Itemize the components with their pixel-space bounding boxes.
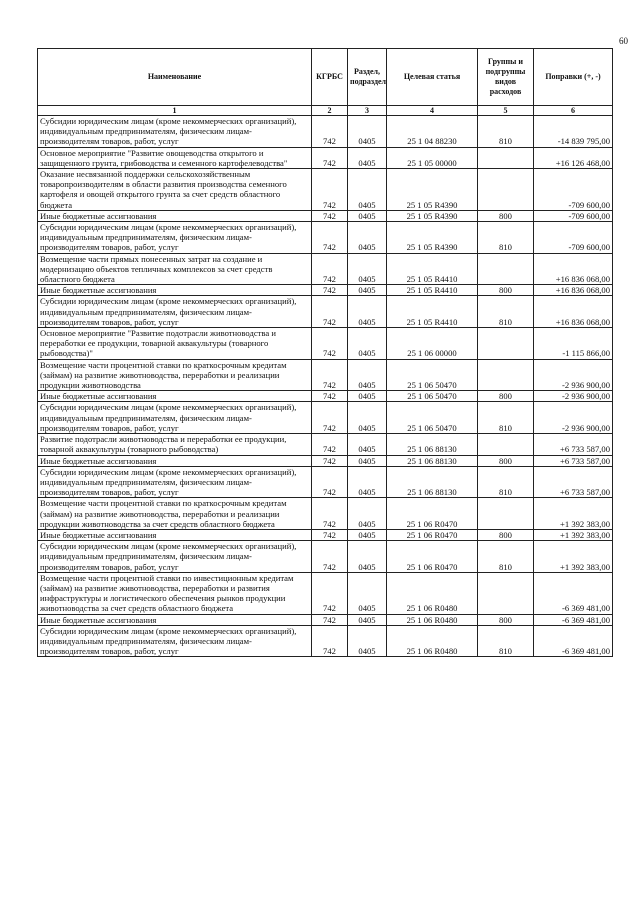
row-section: 0405 xyxy=(348,466,387,498)
row-name: Субсидии юридическим лицам (кроме некоммерческих организаций), индивидуальным предпринимателям, физическим лицам-производителям товаров, работ, услуг xyxy=(38,222,312,254)
row-target-article: 25 1 06 88130 xyxy=(387,466,478,498)
row-kgrbs: 742 xyxy=(312,466,348,498)
row-target-article: 25 1 06 R0470 xyxy=(387,541,478,573)
row-expense-group: 800 xyxy=(478,210,534,221)
row-target-article: 25 1 05 R4390 xyxy=(387,222,478,254)
row-expense-group xyxy=(478,359,534,391)
row-section: 0405 xyxy=(348,614,387,625)
table-row xyxy=(38,466,613,498)
table-row xyxy=(38,498,613,530)
row-name: Иные бюджетные ассигнования xyxy=(38,529,312,540)
table-row xyxy=(38,434,613,455)
row-target-article: 25 1 05 00000 xyxy=(387,147,478,168)
row-amount: -709 600,00 xyxy=(534,169,613,211)
row-target-article: 25 1 04 88230 xyxy=(387,116,478,148)
row-expense-group xyxy=(478,169,534,211)
table-row xyxy=(38,210,613,221)
row-section: 0405 xyxy=(348,402,387,434)
column-number: 4 xyxy=(387,106,478,116)
row-name: Возмещение части процентной ставки по краткосрочным кредитам (займам) на развитие животноводства, переработки и реализации продукции животноводства за счет средств областного бюджета xyxy=(38,498,312,530)
row-kgrbs: 742 xyxy=(312,285,348,296)
column-number: 3 xyxy=(348,106,387,116)
row-amount: +6 733 587,00 xyxy=(534,466,613,498)
row-expense-group xyxy=(478,572,534,614)
table-row xyxy=(38,328,613,360)
column-number: 2 xyxy=(312,106,348,116)
row-amount: -14 839 795,00 xyxy=(534,116,613,148)
row-section: 0405 xyxy=(348,455,387,466)
row-kgrbs: 742 xyxy=(312,359,348,391)
row-kgrbs: 742 xyxy=(312,614,348,625)
column-number: 1 xyxy=(38,106,312,116)
row-target-article: 25 1 06 R0480 xyxy=(387,625,478,657)
row-amount: -1 115 866,00 xyxy=(534,328,613,360)
row-kgrbs: 742 xyxy=(312,402,348,434)
row-target-article: 25 1 06 R0480 xyxy=(387,572,478,614)
table-row xyxy=(38,285,613,296)
table-body xyxy=(38,116,613,657)
row-expense-group xyxy=(478,434,534,455)
row-kgrbs: 742 xyxy=(312,116,348,148)
row-amount: +6 733 587,00 xyxy=(534,434,613,455)
row-section: 0405 xyxy=(348,253,387,285)
row-section: 0405 xyxy=(348,529,387,540)
table-row xyxy=(38,116,613,148)
row-amount: -6 369 481,00 xyxy=(534,625,613,657)
row-section: 0405 xyxy=(348,572,387,614)
row-section: 0405 xyxy=(348,116,387,148)
row-section: 0405 xyxy=(348,210,387,221)
row-expense-group: 800 xyxy=(478,391,534,402)
row-name: Субсидии юридическим лицам (кроме некоммерческих организаций), индивидуальным предпринимателям, физическим лицам-производителям товаров, работ, услуг xyxy=(38,625,312,657)
row-kgrbs: 742 xyxy=(312,572,348,614)
row-section: 0405 xyxy=(348,391,387,402)
row-expense-group xyxy=(478,147,534,168)
row-expense-group: 810 xyxy=(478,116,534,148)
row-amount: -6 369 481,00 xyxy=(534,572,613,614)
row-kgrbs: 742 xyxy=(312,498,348,530)
row-target-article: 25 1 06 R0470 xyxy=(387,529,478,540)
row-section: 0405 xyxy=(348,147,387,168)
row-amount: +16 836 068,00 xyxy=(534,296,613,328)
budget-amendments-table xyxy=(37,48,613,657)
row-kgrbs: 742 xyxy=(312,147,348,168)
row-kgrbs: 742 xyxy=(312,541,348,573)
row-target-article: 25 1 06 R0470 xyxy=(387,498,478,530)
row-expense-group: 800 xyxy=(478,455,534,466)
row-expense-group xyxy=(478,253,534,285)
table-row xyxy=(38,614,613,625)
column-header-target: Целевая статья xyxy=(387,49,478,106)
row-name: Оказание несвязанной поддержки сельскохозяйственным товаропроизводителям в области развития производства семенного картофеля и овощей открытого грунта за счет средств областного бюджета xyxy=(38,169,312,211)
row-name: Основное мероприятие "Развитие овощеводства открытого и защищенного грунта, грибоводства и семенного картофелеводства" xyxy=(38,147,312,168)
column-header-group: Группы и подгруппы видов расходов xyxy=(478,49,534,106)
row-section: 0405 xyxy=(348,328,387,360)
row-section: 0405 xyxy=(348,434,387,455)
row-section: 0405 xyxy=(348,296,387,328)
row-amount: +16 836 068,00 xyxy=(534,253,613,285)
row-target-article: 25 1 06 50470 xyxy=(387,391,478,402)
row-name: Иные бюджетные ассигнования xyxy=(38,285,312,296)
row-amount: -2 936 900,00 xyxy=(534,402,613,434)
row-name: Возмещение части процентной ставки по краткосрочным кредитам (займам) на развитие животноводства, переработки и реализации продукции животноводства xyxy=(38,359,312,391)
row-expense-group: 800 xyxy=(478,614,534,625)
row-expense-group: 800 xyxy=(478,285,534,296)
row-kgrbs: 742 xyxy=(312,328,348,360)
row-name: Иные бюджетные ассигнования xyxy=(38,614,312,625)
row-name: Иные бюджетные ассигнования xyxy=(38,391,312,402)
column-header-section: Раздел, подраздел xyxy=(348,49,387,106)
column-number-row xyxy=(38,106,613,116)
row-section: 0405 xyxy=(348,498,387,530)
row-name: Возмещение части прямых понесенных затрат на создание и модернизацию объектов тепличных комплексов за счет средств областного бюджета xyxy=(38,253,312,285)
row-kgrbs: 742 xyxy=(312,434,348,455)
table-row xyxy=(38,541,613,573)
row-section: 0405 xyxy=(348,222,387,254)
row-target-article: 25 1 06 50470 xyxy=(387,359,478,391)
table-row xyxy=(38,253,613,285)
row-expense-group: 810 xyxy=(478,402,534,434)
header-row xyxy=(38,49,613,106)
row-kgrbs: 742 xyxy=(312,210,348,221)
row-target-article: 25 1 06 88130 xyxy=(387,455,478,466)
row-target-article: 25 1 06 88130 xyxy=(387,434,478,455)
row-kgrbs: 742 xyxy=(312,169,348,211)
row-expense-group xyxy=(478,498,534,530)
row-name: Возмещение части процентной ставки по инвестиционным кредитам (займам) на развитие животноводства, переработки и развития инфраструктуры и логистического обеспечения рынков продукции животноводства за счет средств областного бюджета xyxy=(38,572,312,614)
row-kgrbs: 742 xyxy=(312,296,348,328)
row-expense-group xyxy=(478,328,534,360)
row-name: Субсидии юридическим лицам (кроме некоммерческих организаций), индивидуальным предпринимателям, физическим лицам-производителям товаров, работ, услуг xyxy=(38,116,312,148)
row-name: Субсидии юридическим лицам (кроме некоммерческих организаций), индивидуальным предпринимателям, физическим лицам-производителям товаров, работ, услуг xyxy=(38,541,312,573)
column-header-amount: Поправки (+, -) xyxy=(534,49,613,106)
table-row xyxy=(38,147,613,168)
row-kgrbs: 742 xyxy=(312,253,348,285)
table-row xyxy=(38,625,613,657)
row-target-article: 25 1 05 R4410 xyxy=(387,285,478,296)
page-number: 60 xyxy=(619,36,628,46)
row-target-article: 25 1 05 R4390 xyxy=(387,210,478,221)
row-expense-group: 810 xyxy=(478,625,534,657)
row-amount: -709 600,00 xyxy=(534,222,613,254)
row-kgrbs: 742 xyxy=(312,222,348,254)
row-amount: +16 836 068,00 xyxy=(534,285,613,296)
table-row xyxy=(38,169,613,211)
row-section: 0405 xyxy=(348,541,387,573)
row-expense-group: 810 xyxy=(478,466,534,498)
row-expense-group: 810 xyxy=(478,296,534,328)
table-row xyxy=(38,572,613,614)
row-expense-group: 800 xyxy=(478,529,534,540)
table-row xyxy=(38,529,613,540)
row-section: 0405 xyxy=(348,625,387,657)
row-expense-group: 810 xyxy=(478,541,534,573)
table-row xyxy=(38,222,613,254)
row-kgrbs: 742 xyxy=(312,391,348,402)
column-header-name: Наименование xyxy=(38,49,312,106)
row-target-article: 25 1 06 R0480 xyxy=(387,614,478,625)
row-section: 0405 xyxy=(348,285,387,296)
row-name: Субсидии юридическим лицам (кроме некоммерческих организаций), индивидуальным предпринимателям, физическим лицам-производителям товаров, работ, услуг xyxy=(38,402,312,434)
row-name: Субсидии юридическим лицам (кроме некоммерческих организаций), индивидуальным предпринимателям, физическим лицам-производителям товаров, работ, услуг xyxy=(38,466,312,498)
row-name: Развитие подотрасли животноводства и переработки ее продукции, товарной аквакультуры (товарного рыбоводства) xyxy=(38,434,312,455)
row-section: 0405 xyxy=(348,359,387,391)
row-target-article: 25 1 05 R4410 xyxy=(387,296,478,328)
column-number: 5 xyxy=(478,106,534,116)
row-section: 0405 xyxy=(348,169,387,211)
row-target-article: 25 1 05 R4410 xyxy=(387,253,478,285)
row-kgrbs: 742 xyxy=(312,455,348,466)
table-row xyxy=(38,455,613,466)
row-amount: +1 392 383,00 xyxy=(534,529,613,540)
row-name: Субсидии юридическим лицам (кроме некоммерческих организаций), индивидуальным предпринимателям, физическим лицам-производителям товаров, работ, услуг xyxy=(38,296,312,328)
table-row xyxy=(38,359,613,391)
row-target-article: 25 1 06 00000 xyxy=(387,328,478,360)
row-amount: -2 936 900,00 xyxy=(534,359,613,391)
row-kgrbs: 742 xyxy=(312,529,348,540)
column-header-kgrbs: КГРБС xyxy=(312,49,348,106)
row-amount: -2 936 900,00 xyxy=(534,391,613,402)
row-expense-group: 810 xyxy=(478,222,534,254)
row-amount: +1 392 383,00 xyxy=(534,541,613,573)
row-amount: +6 733 587,00 xyxy=(534,455,613,466)
row-amount: +16 126 468,00 xyxy=(534,147,613,168)
row-target-article: 25 1 06 50470 xyxy=(387,402,478,434)
table-row xyxy=(38,391,613,402)
row-amount: -6 369 481,00 xyxy=(534,614,613,625)
row-target-article: 25 1 05 R4390 xyxy=(387,169,478,211)
row-amount: +1 392 383,00 xyxy=(534,498,613,530)
table-row xyxy=(38,296,613,328)
table-row xyxy=(38,402,613,434)
row-name: Иные бюджетные ассигнования xyxy=(38,455,312,466)
row-amount: -709 600,00 xyxy=(534,210,613,221)
column-number: 6 xyxy=(534,106,613,116)
row-name: Основное мероприятие "Развитие подотрасли животноводства и переработки ее продукции, товарной аквакультуры (товарного рыбоводства)" xyxy=(38,328,312,360)
row-kgrbs: 742 xyxy=(312,625,348,657)
row-name: Иные бюджетные ассигнования xyxy=(38,210,312,221)
